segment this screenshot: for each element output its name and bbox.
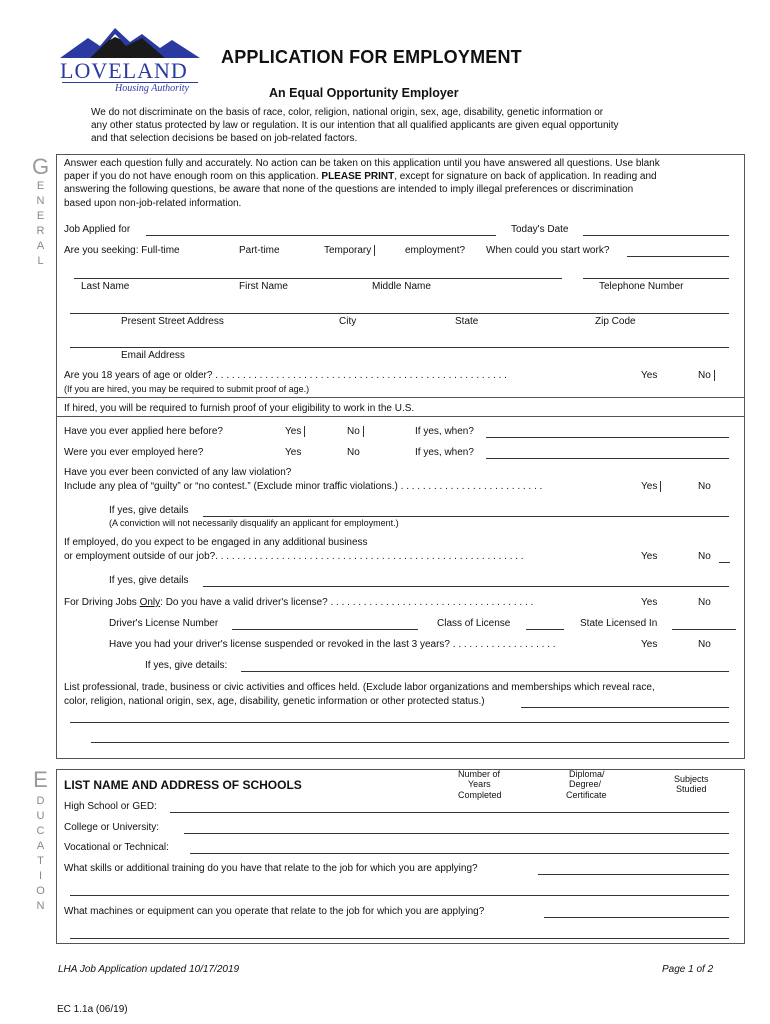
start-work-field[interactable] bbox=[627, 256, 729, 257]
skills-field-2[interactable] bbox=[70, 895, 729, 896]
age-no[interactable] bbox=[698, 370, 715, 381]
additional-yes[interactable]: Yes bbox=[641, 551, 658, 562]
footer-updated: LHA Job Application updated 10/17/2019 bbox=[58, 964, 240, 975]
side-letter: C bbox=[36, 825, 46, 837]
additional-no-mark[interactable] bbox=[719, 562, 730, 563]
conviction-note: (A conviction will not necessarily disqualify an applicant for employment.) bbox=[109, 518, 399, 528]
address-field[interactable] bbox=[70, 313, 729, 314]
dl-number-label: Driver's License Number bbox=[109, 618, 219, 629]
driving-yes[interactable]: Yes bbox=[641, 597, 658, 608]
applied-yes-label: Yes bbox=[285, 426, 302, 438]
activities-field-3[interactable] bbox=[91, 742, 729, 743]
machines-field-2[interactable] bbox=[70, 938, 729, 939]
side-letter: E bbox=[36, 180, 46, 192]
driving-a: For Driving Jobs bbox=[64, 597, 140, 608]
col-diploma-2: Degree/ bbox=[569, 779, 602, 789]
col-years-1: Number of bbox=[458, 769, 501, 779]
name-field[interactable] bbox=[74, 278, 562, 279]
driving-no[interactable]: No bbox=[698, 597, 711, 608]
side-letter: L bbox=[37, 255, 45, 267]
job-applied-label: Job Applied for bbox=[64, 224, 131, 235]
temporary-option[interactable] bbox=[324, 245, 375, 256]
applied-when-label: If yes, when? bbox=[415, 426, 474, 437]
loveland-logo-mountains bbox=[60, 18, 200, 60]
driving-only: Only bbox=[139, 597, 161, 608]
general-intro-4: based upon non-job-related information. bbox=[64, 198, 242, 209]
telephone-field[interactable] bbox=[583, 278, 729, 279]
state-licensed-field[interactable] bbox=[672, 629, 736, 630]
employment-label: employment? bbox=[405, 245, 466, 256]
start-work-label: When could you start work? bbox=[486, 245, 610, 256]
vocational-field[interactable] bbox=[190, 853, 729, 854]
applied-before-yes[interactable] bbox=[285, 426, 305, 437]
additional-question-2: or employment outside of our job?. . . . . . . . . . . . . . . . . . . . . . . . . . . . . . . . . . . . . . . . . . . . . . . . . . . . . . . . bbox=[64, 551, 524, 562]
age-note: (If you are hired, you may be required to submit proof of age.) bbox=[64, 384, 310, 394]
general-intro-2 bbox=[64, 171, 657, 182]
please-print: PLEASE PRINT bbox=[321, 171, 395, 182]
employed-before-question: Were you ever employed here? bbox=[64, 447, 204, 458]
college-label: College or University: bbox=[64, 822, 160, 833]
additional-no[interactable]: No bbox=[698, 551, 711, 562]
additional-question-1: If employed, do you expect to be engaged in any additional business bbox=[64, 537, 368, 548]
convicted-question-1: Have you ever been convicted of any law violation? bbox=[64, 467, 292, 478]
employed-when-field[interactable] bbox=[486, 458, 729, 459]
general-intro-1: Answer each question fully and accurately. No action can be taken on this application until you have answered all questions. Use blank bbox=[64, 158, 660, 169]
convicted-details-label: If yes, give details bbox=[109, 505, 189, 516]
first-name-label: First Name bbox=[239, 281, 288, 292]
notice-line-1: We do not discriminate on the basis of race, color, religion, national origin, sex, age, disability, genetic information or bbox=[91, 107, 604, 118]
col-subjects-1: Subjects bbox=[674, 774, 709, 784]
todays-date-field[interactable] bbox=[583, 235, 729, 236]
last-name-label: Last Name bbox=[81, 281, 130, 292]
applied-no-label: No bbox=[347, 426, 360, 438]
general-intro-3: answering the following questions, be aware that none of the questions are intended to imply illegal preferences or discrimination bbox=[64, 184, 634, 195]
convicted-question-2: Include any plea of “guilty” or “no contest.” (Exclude minor traffic violations.) . . . . . . . . . . . . . . . . . . . . . . . . . . bbox=[64, 481, 543, 492]
todays-date-label: Today's Date bbox=[511, 224, 569, 235]
intro-2c: , except for signature on back of application. In reading and bbox=[394, 171, 657, 182]
activities-1: List professional, trade, business or civic activities and offices held. (Exclude labor organizations and memberships which reveal race, bbox=[64, 682, 655, 693]
side-letter: T bbox=[37, 855, 45, 867]
logo-subtitle: Housing Authority bbox=[115, 83, 189, 94]
additional-details-field[interactable] bbox=[203, 586, 729, 587]
machines-field-1[interactable] bbox=[544, 917, 729, 918]
convicted-yes[interactable] bbox=[641, 481, 661, 492]
notice-line-2: any other status protected by law or regulation. It is our intention that all qualified applicants are given equal opportunity bbox=[91, 120, 619, 131]
proof-eligibility: If hired, you will be required to furnish proof of your eligibility to work in the U.S. bbox=[64, 403, 415, 414]
col-diploma-1: Diploma/ bbox=[569, 769, 605, 779]
activities-field-2[interactable] bbox=[70, 722, 729, 723]
temporary-label: Temporary bbox=[324, 245, 372, 257]
applied-no-checkbox[interactable] bbox=[363, 426, 364, 437]
convicted-no[interactable]: No bbox=[698, 481, 711, 492]
email-field[interactable] bbox=[70, 347, 729, 348]
city-label: City bbox=[339, 316, 357, 327]
applied-before-no[interactable] bbox=[347, 426, 364, 437]
side-letter: U bbox=[36, 810, 46, 822]
vocational-label: Vocational or Technical: bbox=[64, 842, 169, 853]
temporary-checkbox[interactable] bbox=[374, 245, 375, 256]
convicted-yes-label: Yes bbox=[641, 481, 658, 493]
side-letter: N bbox=[36, 900, 46, 912]
employed-before-yes[interactable]: Yes bbox=[285, 447, 302, 458]
skills-question: What skills or additional training do you have that relate to the job for which you are applying? bbox=[64, 863, 478, 874]
side-letter: E bbox=[36, 210, 46, 222]
part-time-option[interactable]: Part-time bbox=[239, 245, 280, 256]
additional-details-label: If yes, give details bbox=[109, 575, 189, 586]
side-letter: A bbox=[36, 240, 46, 252]
suspended-details-label: If yes, give details: bbox=[145, 660, 228, 671]
age-no-label: No bbox=[698, 370, 711, 382]
page-title: APPLICATION FOR EMPLOYMENT bbox=[221, 47, 522, 67]
convicted-details-field[interactable] bbox=[203, 516, 729, 517]
schools-heading: LIST NAME AND ADDRESS OF SCHOOLS bbox=[64, 778, 302, 792]
driving-c: : Do you have a valid driver's license? . . . . . . . . . . . . . . . . . . . . . . . . . . . . . . . . . . . . . bbox=[160, 597, 534, 608]
employed-when-label: If yes, when? bbox=[415, 447, 474, 458]
email-label: Email Address bbox=[121, 350, 185, 361]
telephone-label: Telephone Number bbox=[599, 281, 684, 292]
suspended-yes[interactable]: Yes bbox=[641, 639, 658, 650]
suspended-no[interactable]: No bbox=[698, 639, 711, 650]
college-field[interactable] bbox=[184, 833, 729, 834]
side-letter: N bbox=[36, 195, 46, 207]
job-applied-field[interactable] bbox=[146, 235, 496, 236]
zip-label: Zip Code bbox=[595, 316, 636, 327]
side-letter-e: E bbox=[33, 767, 49, 792]
high-school-label: High School or GED: bbox=[64, 801, 157, 812]
middle-name-label: Middle Name bbox=[372, 281, 431, 292]
side-letter: R bbox=[36, 225, 46, 237]
intro-2a: paper if you do not have enough room on this application. bbox=[64, 171, 322, 182]
driving-question bbox=[64, 597, 533, 608]
notice-line-3: and that selection decisions be based on job-related factors. bbox=[91, 133, 358, 144]
class-license-field[interactable] bbox=[526, 629, 564, 630]
footer-page: Page 1 of 2 bbox=[662, 964, 714, 975]
col-years-2: Years bbox=[468, 779, 491, 789]
high-school-field[interactable] bbox=[170, 812, 729, 813]
dl-number-field[interactable] bbox=[232, 629, 418, 630]
age-no-checkbox[interactable] bbox=[714, 370, 715, 381]
machines-question: What machines or equipment can you operate that relate to the job for which you are applying? bbox=[64, 906, 485, 917]
col-diploma-3: Certificate bbox=[566, 790, 607, 800]
side-letter: A bbox=[36, 840, 46, 852]
page-subtitle: An Equal Opportunity Employer bbox=[269, 86, 459, 100]
street-label: Present Street Address bbox=[121, 316, 224, 327]
activities-field-1[interactable] bbox=[521, 707, 729, 708]
col-subjects-2: Studied bbox=[676, 784, 707, 794]
side-letter: I bbox=[38, 870, 44, 882]
activities-2: color, religion, national origin, sex, age, disability, genetic information or other protected status.) bbox=[64, 696, 485, 707]
side-letter: D bbox=[36, 795, 46, 807]
suspended-details-field[interactable] bbox=[241, 671, 729, 672]
state-label: State bbox=[455, 316, 479, 327]
footer-form-id: EC 1.1a (06/19) bbox=[57, 1004, 128, 1015]
applied-yes-checkbox[interactable] bbox=[304, 426, 305, 437]
suspended-question: Have you had your driver's license suspended or revoked in the last 3 years? . . . . . . . . . . . . . . . . . . . bbox=[109, 639, 556, 650]
side-letter-g: G bbox=[31, 154, 51, 179]
convicted-yes-checkbox[interactable] bbox=[660, 481, 661, 492]
col-years-3: Completed bbox=[458, 790, 502, 800]
seeking-label: Are you seeking: Full-time bbox=[64, 245, 180, 256]
side-letter: O bbox=[36, 885, 46, 897]
age-yes[interactable]: Yes bbox=[641, 370, 658, 381]
applied-before-question: Have you ever applied here before? bbox=[64, 426, 223, 437]
applied-when-field[interactable] bbox=[486, 437, 729, 438]
logo-name: LOVELAND bbox=[60, 58, 188, 83]
employed-before-no[interactable]: No bbox=[347, 447, 360, 458]
skills-field-1[interactable] bbox=[538, 874, 729, 875]
age-question: Are you 18 years of age or older? . . . . . . . . . . . . . . . . . . . . . . . . . . . . . . . . . . . . . . . . . . . . . . . . . . . . . bbox=[64, 370, 507, 381]
class-license-label: Class of License bbox=[437, 618, 511, 629]
state-licensed-label: State Licensed In bbox=[580, 618, 658, 629]
